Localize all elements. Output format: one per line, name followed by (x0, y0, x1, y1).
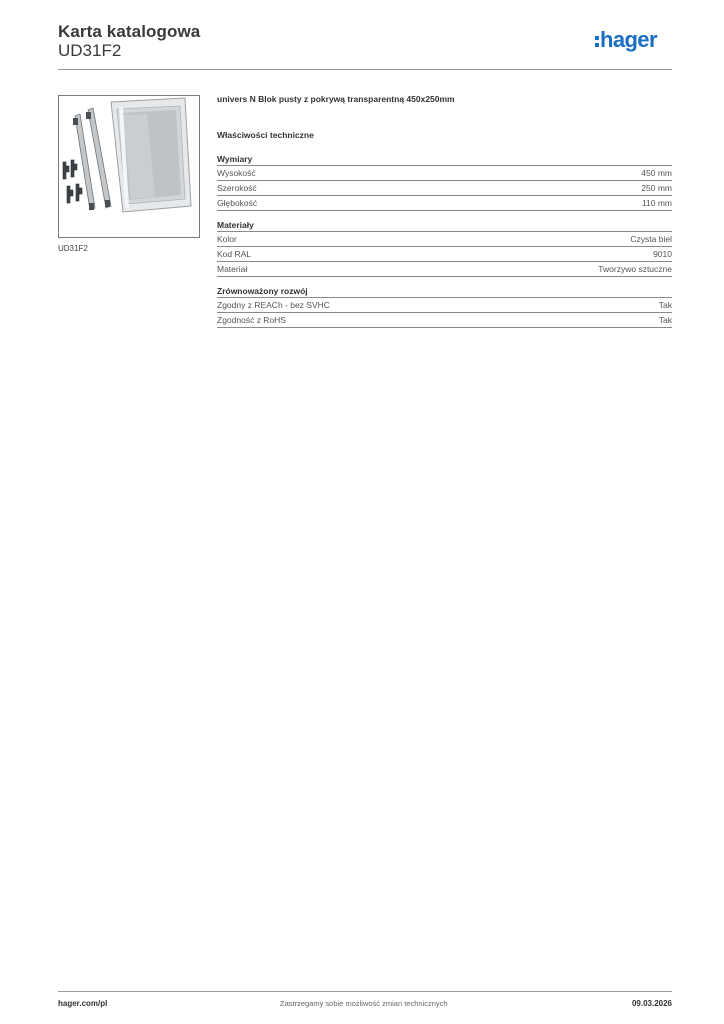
spec-value: Tak (658, 300, 672, 310)
spec-value: 110 mm (641, 198, 672, 208)
image-caption: UD31F2 (58, 244, 88, 253)
technical-properties-heading: Właściwości techniczne (217, 130, 314, 140)
section-title: Zrównoważony rozwój (217, 285, 672, 298)
spec-label: Głębokość (217, 198, 258, 208)
spec-label: Wysokość (217, 168, 256, 178)
spec-value: 250 mm (641, 183, 672, 193)
product-image (58, 95, 200, 238)
mounting-clips (63, 160, 82, 203)
document-title: Karta katalogowa (58, 22, 201, 41)
hager-logo (595, 28, 657, 52)
mounting-rails (75, 108, 111, 210)
spec-value: Tak (658, 315, 672, 325)
product-details (217, 94, 672, 336)
spec-row (217, 298, 672, 313)
footer-disclaimer: Zastrzegamy sobie możliwość zmian technicznych (280, 999, 448, 1008)
section-dimensions (217, 153, 672, 211)
section-title: Materiały (217, 219, 672, 232)
section-title: Wymiary (217, 153, 672, 166)
spec-label: Kolor (217, 234, 237, 244)
footer-website-link[interactable]: hager.com/pl (58, 999, 108, 1008)
spec-label: Szerokość (217, 183, 257, 193)
spec-label: Kod RAL (217, 249, 252, 259)
transparent-cover (111, 98, 191, 212)
spec-row (217, 262, 672, 277)
spec-label: Zgodność z RoHS (217, 315, 286, 325)
spec-row (217, 232, 672, 247)
footer-date: 09.03.2026 (631, 999, 672, 1008)
spec-row (217, 166, 672, 181)
footer-divider (58, 991, 672, 992)
header-divider (58, 69, 672, 70)
logo-wordmark: hager (600, 27, 657, 52)
spec-label: Materiał (217, 264, 248, 274)
spec-value: Tworzywo sztuczne (598, 264, 672, 274)
spec-value: Czysta biel (630, 234, 672, 244)
product-description: univers N Blok pusty z pokrywą transparentną 450x250mm (217, 94, 455, 104)
spec-row (217, 247, 672, 262)
section-sustainability (217, 285, 672, 328)
spec-label: Zgodny z REACh - bez SVHC (217, 300, 330, 310)
product-code-heading: UD31F2 (58, 41, 122, 60)
spec-row (217, 196, 672, 211)
spec-row (217, 313, 672, 328)
spec-value: 450 mm (641, 168, 672, 178)
spec-row (217, 181, 672, 196)
spec-value: 9010 (653, 249, 672, 259)
logo-dots-icon (595, 33, 599, 47)
section-materials (217, 219, 672, 277)
product-illustration (59, 96, 199, 237)
